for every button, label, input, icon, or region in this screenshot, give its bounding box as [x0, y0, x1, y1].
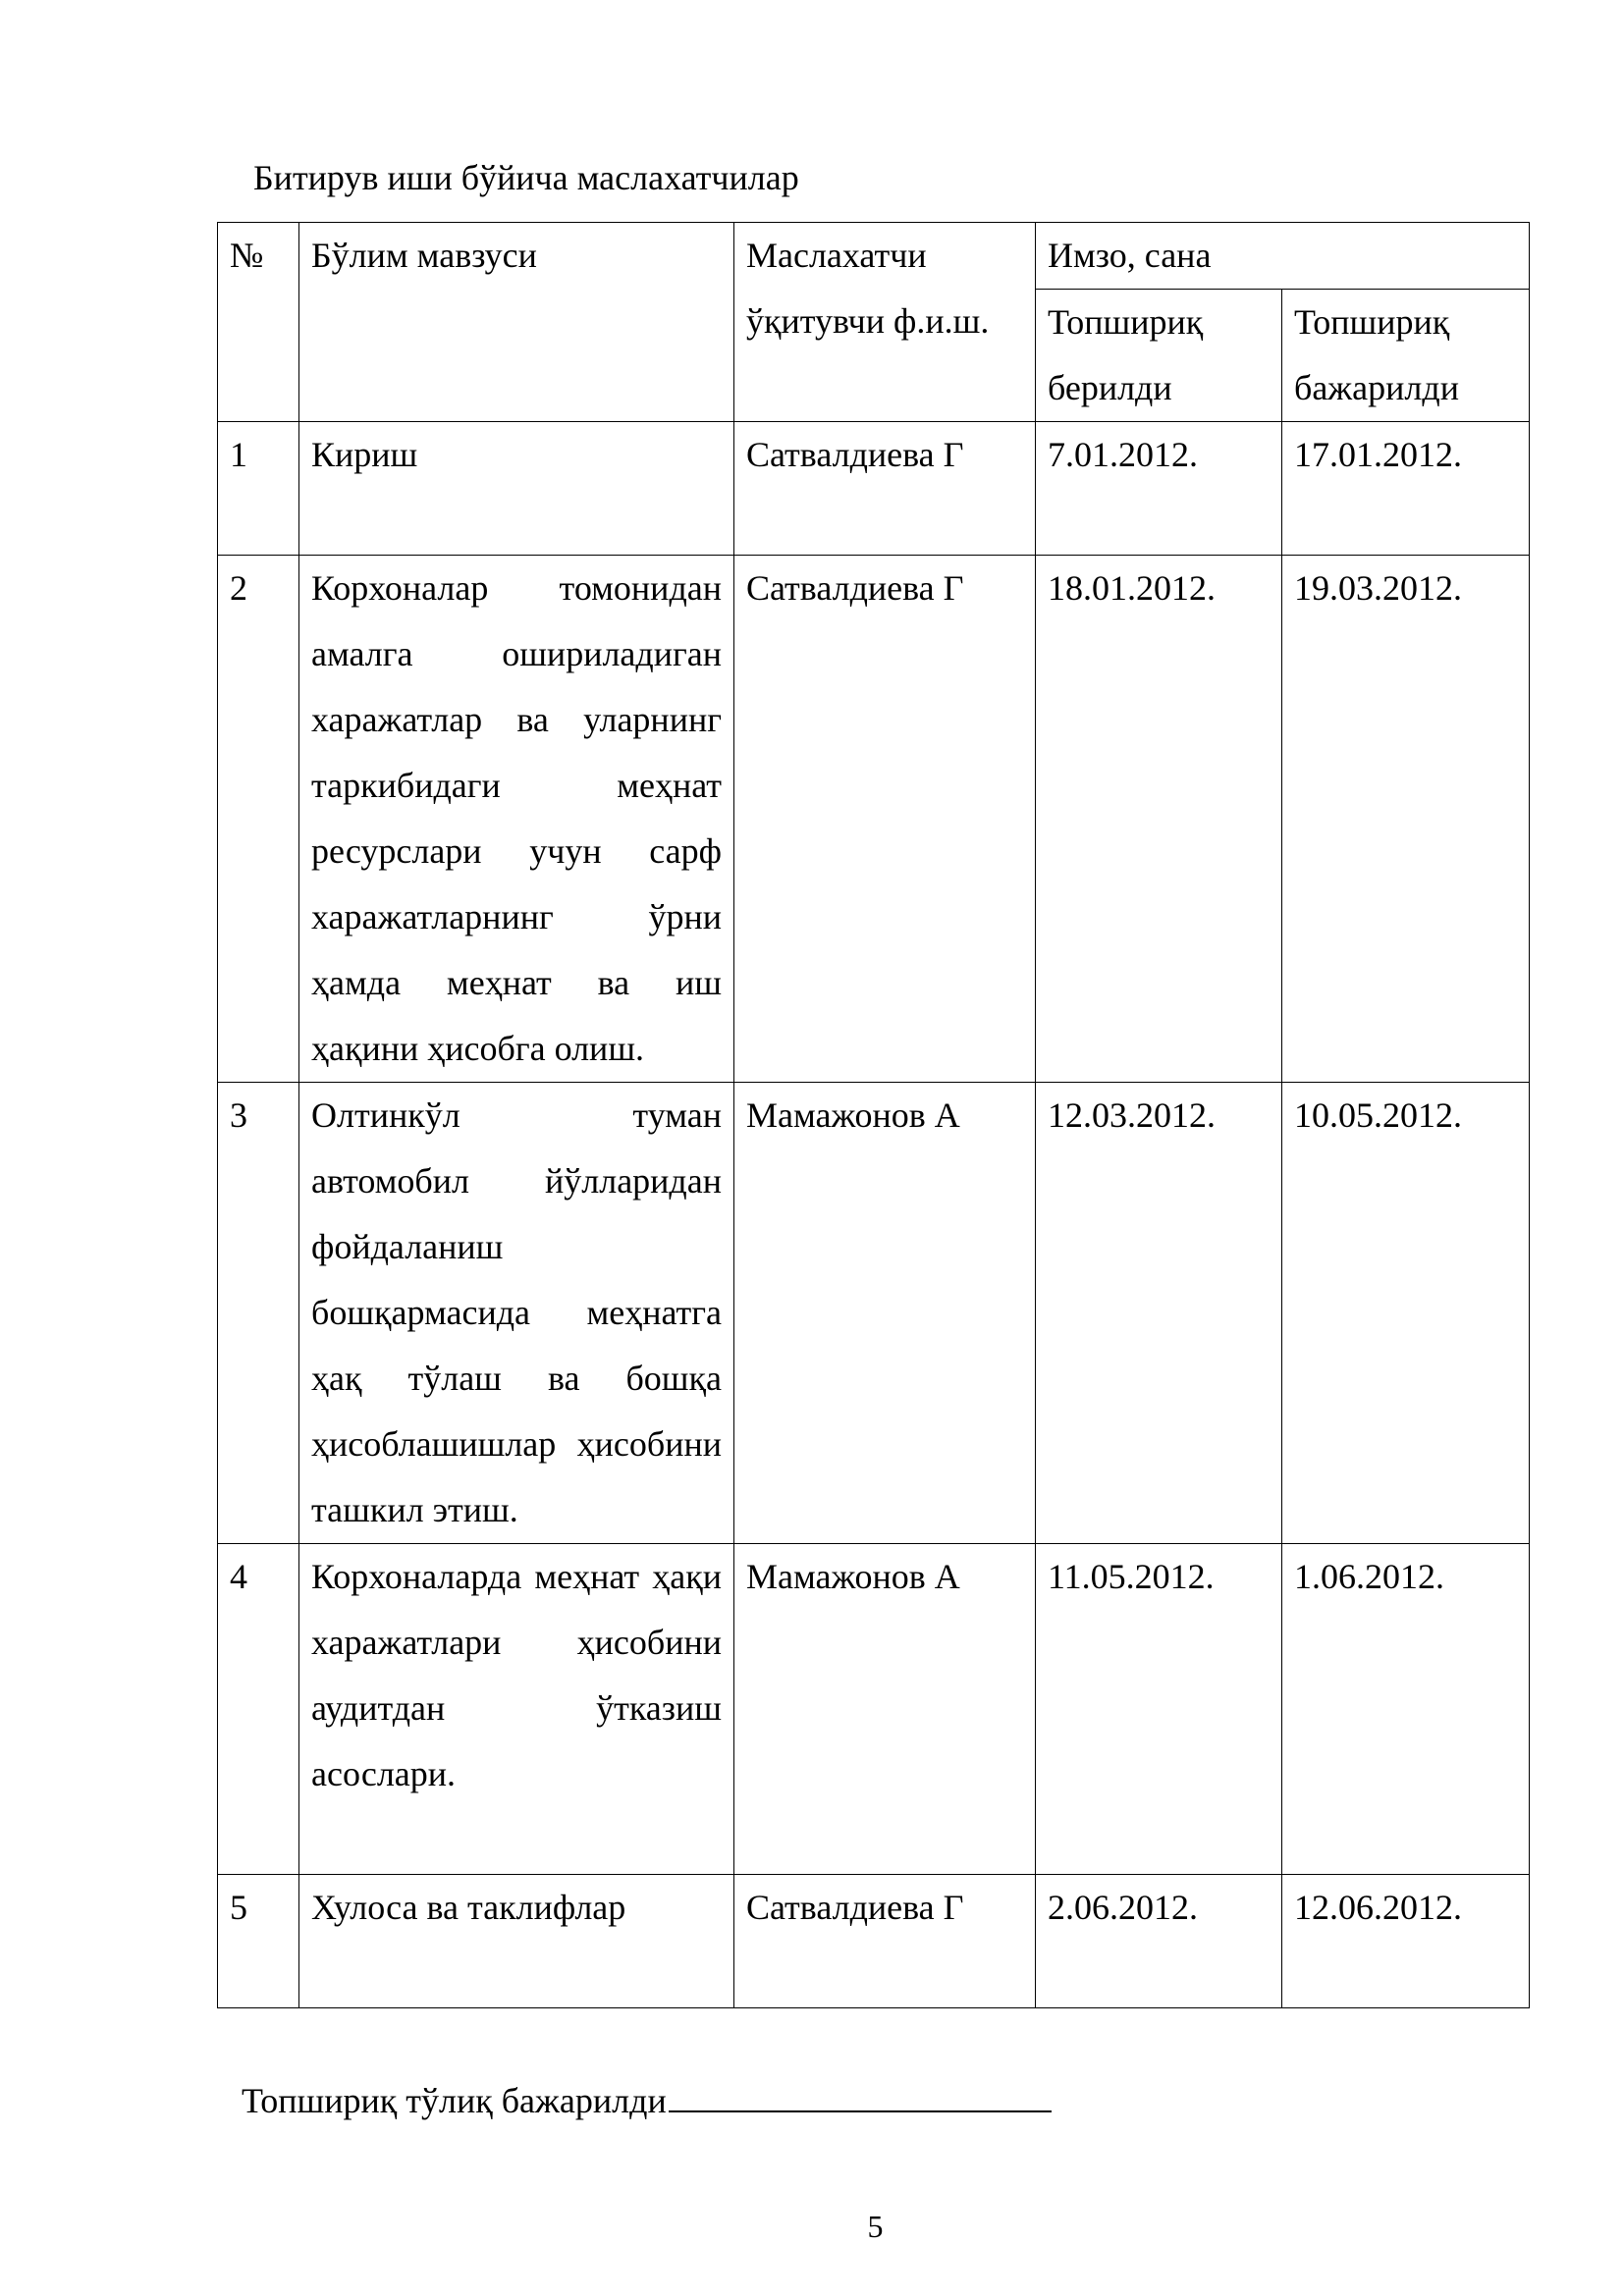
header-advisor: Маслахатчи ўқитувчи ф.и.ш.: [734, 223, 1036, 422]
page-number: 5: [867, 2209, 884, 2244]
row-given-date: 18.01.2012.: [1036, 556, 1282, 1083]
row-advisor: Мамажонов А: [734, 1544, 1036, 1875]
row-given-date: 2.06.2012.: [1036, 1875, 1282, 2008]
header-done: Топшириқ бажарилди: [1282, 290, 1530, 422]
row-topic: Олтинкўл туман автомобил йўлларидан фойдаланиш бошқармасида меҳнатга ҳақ тўлаш ва бошқа ҳисоблашишлар ҳисобини ташкил этиш.: [299, 1083, 734, 1544]
table-row: [218, 556, 1530, 1083]
header-topic: Бўлим мавзуси: [299, 223, 734, 422]
row-advisor: Мамажонов А: [734, 1083, 1036, 1544]
consultants-table: [217, 222, 1530, 2008]
row-advisor: Сатвалдиева Г: [734, 1875, 1036, 2008]
table-header-row: [218, 223, 1530, 290]
row-num: 3: [218, 1083, 299, 1544]
signature-blank-line: [669, 2075, 1052, 2112]
table-row: [218, 1875, 1530, 2008]
table-row: [218, 422, 1530, 556]
row-num: 5: [218, 1875, 299, 2008]
row-advisor: Сатвалдиева Г: [734, 422, 1036, 556]
page-title: Битирув иши бўйича маслахатчилар: [253, 158, 799, 197]
row-topic: Хулоса ва таклифлар: [299, 1875, 734, 2008]
row-done-date: 19.03.2012.: [1282, 556, 1530, 1083]
row-given-date: 12.03.2012.: [1036, 1083, 1282, 1544]
row-topic: Корхоналарда меҳнат ҳақи харажатлари ҳисобини аудитдан ўтказиш асослари.: [299, 1544, 734, 1875]
row-done-date: 10.05.2012.: [1282, 1083, 1530, 1544]
row-done-date: 1.06.2012.: [1282, 1544, 1530, 1875]
row-given-date: 7.01.2012.: [1036, 422, 1282, 556]
completion-label: Топшириқ тўлиқ бажарилди: [242, 2081, 667, 2120]
row-num: 4: [218, 1544, 299, 1875]
header-sign-date: Имзо, сана: [1036, 223, 1530, 290]
table-row: [218, 1544, 1530, 1875]
row-given-date: 11.05.2012.: [1036, 1544, 1282, 1875]
row-topic: Кириш: [299, 422, 734, 556]
table-row: [218, 1083, 1530, 1544]
row-topic: Корхоналар томонидан амалга ошириладиган харажатлар ва уларнинг таркибидаги меҳнат ресурслари учун сарф харажатларнинг ўрни ҳамда меҳнат ва иш ҳақини ҳисобга олиш.: [299, 556, 734, 1083]
row-num: 1: [218, 422, 299, 556]
row-num: 2: [218, 556, 299, 1083]
row-advisor: Сатвалдиева Г: [734, 556, 1036, 1083]
header-num: №: [218, 223, 299, 422]
row-done-date: 17.01.2012.: [1282, 422, 1530, 556]
header-given: Топшириқ берилди: [1036, 290, 1282, 422]
completion-statement: [242, 2075, 1052, 2124]
row-done-date: 12.06.2012.: [1282, 1875, 1530, 2008]
